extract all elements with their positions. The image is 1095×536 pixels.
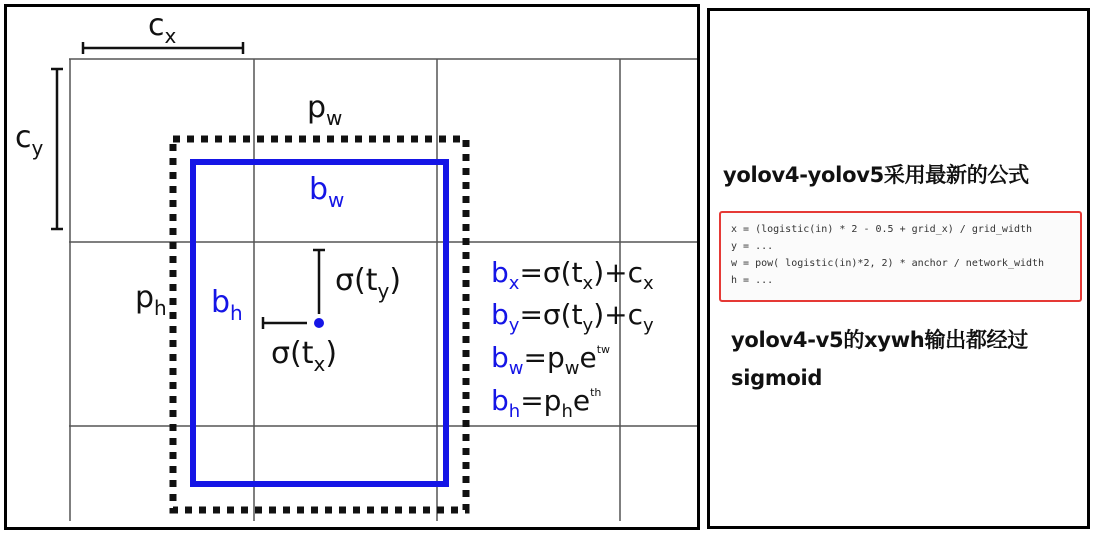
formula-heading: yolov4-yolov5采用最新的公式 bbox=[723, 163, 1029, 187]
code-snippet-box bbox=[719, 211, 1082, 302]
formula-group bbox=[491, 256, 654, 422]
diagram-panel bbox=[4, 4, 700, 530]
formula-line: $b_x=\sigma(t_x)+c_x$ bbox=[491, 256, 654, 294]
cx-label: $c_x$ bbox=[148, 8, 177, 48]
pw-label: $p_w$ bbox=[307, 90, 343, 130]
bh-label: $b_h$ bbox=[211, 285, 243, 325]
sigma-ty-label: $\sigma(t_y)$ bbox=[335, 263, 402, 303]
note-panel bbox=[707, 8, 1090, 529]
code-line: y = ... bbox=[731, 241, 774, 252]
sigmoid-note bbox=[731, 321, 1081, 397]
bbox-diagram bbox=[7, 7, 697, 527]
formula-line: $b_y=\sigma(t_y)+c_y$ bbox=[491, 298, 654, 336]
sigmoid-note-line: yolov4-v5的xywh输出都经过 bbox=[731, 328, 1028, 352]
sigma-tx-label: $\sigma(t_x)$ bbox=[271, 336, 338, 376]
cy-label: $c_y$ bbox=[15, 120, 44, 160]
center-point bbox=[314, 318, 324, 328]
code-line: x = (logistic(in) * 2 - 0.5 + grid_x) / grid_width bbox=[731, 224, 1033, 235]
code-line: h = ... bbox=[731, 275, 774, 286]
bw-label: $b_w$ bbox=[309, 172, 345, 212]
code-line: w = pow( logistic(in)*2, 2) * anchor / network_width bbox=[731, 258, 1045, 269]
ph-label: $p_h$ bbox=[135, 280, 167, 320]
sigmoid-note-line: sigmoid bbox=[731, 366, 823, 390]
formula-line: $b_w=p_we^{tw}$ bbox=[491, 341, 611, 379]
formula-line: $b_h=p_he^{th}$ bbox=[491, 384, 602, 422]
